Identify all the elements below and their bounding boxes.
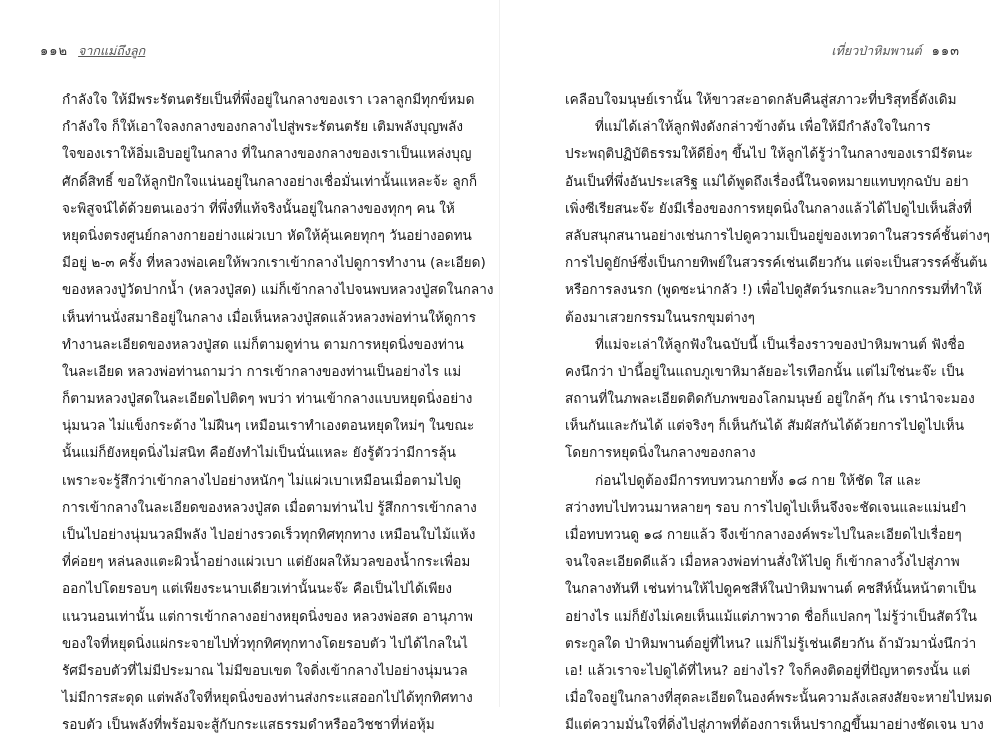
text-line: ไม่มีการสะดุด แต่พลังใจที่หยุดนิ่งของท่านส่งกระแสออกไปได้ทุกทิศทาง [62,690,473,707]
text-line: ประพฤติปฏิบัติธรรมให้ดียิ่งๆ ขึ้นไป ให้ลูกได้รู้ว่าในกลางของเรามีรัตนะ [565,146,973,163]
text-line: เห็นท่านนั่งสมาธิอยู่ในกลาง เมื่อเห็นหลวงปู่สดแล้วหลวงพ่อท่านให้ดูการ [62,309,476,326]
text-line: กำลังใจ ให้มีพระรัตนตรัยเป็นที่พึ่งอยู่ในกลางของเรา เวลาลูกมีทุกข์หมด [62,92,475,108]
text-line: ที่แม่ได้เล่าให้ลูกฟังดังกล่าวข้างต้น เพื่อให้มีกำลังใจในการ [595,119,931,136]
text-line: การเข้ากลางในละเอียดของหลวงปู่สด เมื่อตามท่านไป รู้สึกการเข้ากลาง [62,499,477,516]
text-line: เป็นไปอย่างนุ่มนวลมีพลัง ไปอย่างรวดเร็วทุกทิศทุกทาง เหมือนใบไม้แห้ง [62,527,476,543]
text-line: นุ่มนวล ไม่แข็งกระด้าง ไม่ฝืนๆ เหมือนเราทำเองตอนหยุดใหม่ๆ ในขณะ [62,418,475,435]
text-line: ออกไปโดยรอบๆ แต่เพียงระนาบเดียวเท่านั้นนะจ๊ะ คือเป็นไปได้เพียง [62,581,453,598]
text-line: ในละเอียด หลวงพ่อท่านถามว่า การเข้ากลางของท่านเป็นอย่างไร แม่ [62,363,462,380]
text-line: นั้นแม่ก็ยังหยุดนิ่งไม่สนิท คือยังทำไม่เป็นนั่นแหละ ยังรู้ตัวว่ามีการลุ้น [62,445,456,462]
text-line: ที่แม่จะเล่าให้ลูกฟังในฉบับนี้ เป็นเรื่องราวของป่าหิมพานต์ ฟังชื่อ [595,336,965,353]
text-line: ตระกูลใด ป่าหิมพานต์อยู่ที่ไหน? แม่ก็ไม่รู้เช่นเดียวกัน ถ้ามัวมานั่งนึกว่า [565,635,977,652]
text-line: จนใจละเอียดดีแล้ว เมื่อหลวงพ่อท่านสั่งให้ไปดู ก็เข้ากลางวิ้งไปสู่ภาพ [565,554,960,571]
text-line: มีอยู่ ๒-๓ ครั้ง ที่หลวงพ่อเคยให้พวกเราเข้ากลางไปดูการทำงาน (ละเอียด) [62,255,486,272]
text-line: ที่ค่อยๆ หล่นลงแตะผิวน้ำอย่างแผ่วเบา แต่ยังผลให้มวลของน้ำกระเพื่อม [62,554,471,571]
left-running-title: จากแม่ถึงลูก [78,43,146,58]
text-line: ของหลวงปู่วัดปากน้ำ (หลวงปู่สด) แม่ก็เข้ากลางไปจนพบหลวงปู่สดในกลาง [62,282,494,299]
left-body-text [62,87,494,740]
text-line: ของใจที่หยุดนิ่งแผ่กระจายไปทั่วทุกทิศทุกทางโดยรอบตัว ไปได้ไกลในไ [62,635,468,652]
text-line: สว่างทบไปทวนมาหลายๆ รอบ การไปดูไปเห็นจึงจะชัดเจนและแม่นยำ [565,499,967,516]
text-line: โดยการหยุดนิ่งในกลางของกลาง [565,445,756,462]
left-page [0,0,500,734]
text-line: จะพิสูจน์ได้ด้วยตนเองว่า ที่พึ่งที่แท้จริงนั้นอยู่ในกลางของทุกๆ คน ให้ [62,200,455,217]
text-line: ต้องมาเสวยกรรมในนรกขุมต่างๆ [565,309,755,326]
text-line: ใจของเราให้อิ่มเอิบอยู่ในกลาง ที่ในกลางของกลางของเราเป็นแหล่งบุญ [62,146,472,163]
text-line: ก่อนไปดูต้องมีการทบทวนกายทั้ง ๑๘ กาย ให้ชัด ใส และ [595,472,922,489]
text-line: เอ! แล้วเราจะไปดูได้ที่ไหน? อย่างไร? ใจก็คงติดอยู่ที่ปัญหาตรงนั้น แต่ [565,662,971,679]
text-line: หรือการลงนรก (พูดซะน่ากลัว !) เพื่อไปดูสัตว์นรกและวิบากกรรมที่ทำให้ [565,282,982,299]
text-line: สลับสนุกสนานอย่างเช่นการไปดูความเป็นอยู่ของเทวดาในสวรรค์ชั้นต่างๆ [565,227,990,244]
text-line: เมื่อใจอยู่ในกลางที่สุดละเอียดในองค์พระนั้นความลังเลสงสัยจะหายไปหมด [565,690,993,707]
text-line: สถานที่ในภพละเอียดติดกับภพของโลกมนุษย์ อยู่ใกล้ๆ กัน เรานำจะมอง [565,391,975,408]
text-line: มีแต่ความมั่นใจที่ดิ่งไปสู่ภาพที่ต้องการเห็นปรากฏขึ้นมาอย่างชัดเจน บาง [565,717,984,734]
right-running-head [831,40,960,62]
right-page [500,0,1000,734]
text-line: ทำงานละเอียดของหลวงปู่สด แม่ก็ตามดูท่าน ตามการหยุดนิ่งของท่าน [62,336,464,353]
text-line: ในกลางทันที เช่นท่านให้ไปดูคชสีห์ในป่าหิมพานต์ คชสีห์นั้นหน้าตาเป็น [565,581,977,598]
text-line: เห็นกันและกันได้ แต่จริงๆ ก็เห็นกันได้ สัมผัสกันได้ด้วยการไปดูไปเห็น [565,418,965,435]
text-line: เมื่อทบทวนดู ๑๘ กายแล้ว จึงเข้ากลางองค์พระไปในละเอียดไปเรื่อยๆ [565,527,962,543]
left-page-number: ๑๑๒ [40,44,69,59]
right-page-number: ๑๑๓ [931,44,960,59]
text-line: การไปดูยักษ์ซึ่งเป็นกายทิพย์ในสวรรค์เช่นเดียวกัน แต่จะเป็นสวรรค์ชั้นต้น [565,255,988,272]
text-line: รัศมีรอบตัวที่ไม่มีประมาณ ไม่มีขอบเขต ใจดิ่งเข้ากลางไปอย่างนุ่มนวล [62,662,468,679]
text-line: เพราะจะรู้สึกว่าเข้ากลางไปอย่างหนักๆ ไม่แผ่วเบาเหมือนเมื่อตามไปดู [62,472,462,489]
right-running-title: เที่ยวป่าหิมพานต์ [831,43,922,58]
left-running-head [40,40,145,62]
right-body-text [565,87,993,740]
text-line: รอบตัว เป็นพลังที่พร้อมจะสู้กับกระแสธรรมดำหรืออวิชชาที่ห่อหุ้ม [62,717,435,734]
text-line: ศักดิ์สิทธิ์ ขอให้ลูกปักใจแน่นอยู่ในกลางอย่างเชื่อมั่นเท่านั้นแหละจ้ะ ลูกก็ [62,173,478,190]
text-line: เพิ่งซีเรียสนะจ๊ะ ยังมีเรื่องของการหยุดนิ่งในกลางแล้วได้ไปดูไปเห็นสิ่งที่ [565,200,972,217]
text-line: ก็ตามหลวงปู่สดในละเอียดไปติดๆ พบว่า ท่านเข้ากลางแบบหยุดนิ่งอย่าง [62,391,473,408]
text-line: อันเป็นที่พึ่งอันประเสริฐ แม่ได้พูดถึงเรื่องนี้ในจดหมายแทบทุกฉบับ อย่า [565,173,969,190]
text-line: แนวนอนเท่านั้น แต่การเข้ากลางอย่างหยุดนิ่งของ หลวงพ่อสด อานุภาพ [62,608,474,625]
text-line: เคลือบใจมนุษย์เรานั้น ให้ขาวสะอาดกลับคืนสู่สภาวะที่บริสุทธิ์ดังเดิม [565,92,957,108]
text-line: คงนึกว่า ป่านี้อยู่ในแถบภูเขาหิมาลัยอะไรเทือกนั้น แต่ไม่ใช่นะจ๊ะ เป็น [565,363,964,380]
text-line: อย่างไร แม่ก็ยังไม่เคยเห็นแม้แต่ภาพวาด ชื่อก็แปลกๆ ไม่รู้ว่าเป็นสัตว์ใน [565,608,977,625]
text-line: กำลังใจ ก็ให้เอาใจลงกลางของกลางไปสู่พระรัตนตรัย เติมพลังบุญพลัง [62,119,464,136]
text-line: หยุดนิ่งตรงศูนย์กลางกายอย่างแผ่วเบา หัดให้คุ้นเคยทุกๆ วันอย่างอดทน [62,227,472,244]
